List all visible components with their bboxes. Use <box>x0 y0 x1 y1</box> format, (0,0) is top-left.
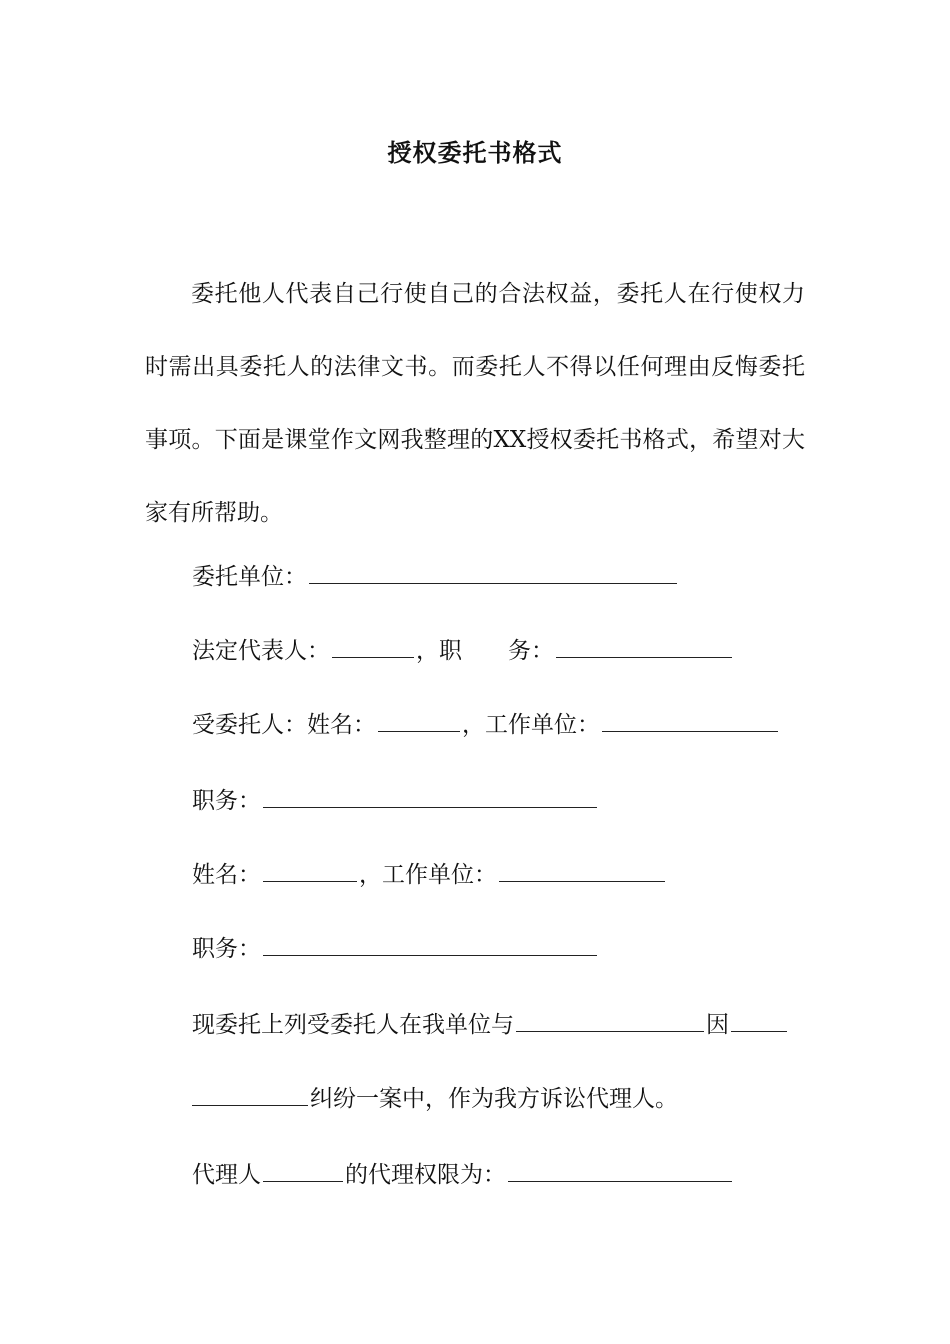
agent2-position-row <box>192 932 599 966</box>
agent2-name-label: 姓名： <box>192 862 261 888</box>
agent-name-label: 受委托人：姓名： <box>192 712 376 738</box>
intro-paragraph: 委托他人代表自己行使自己的合法权益，委托人在行使权力时需出具委托人的法律文书。而委托人不得以任何理由反悔委托事项。下面是课堂作文网我整理的XX授权委托书格式，希望对大家有所帮助。 <box>145 281 805 526</box>
agent2-position-blank[interactable] <box>263 933 597 956</box>
entrust-party-blank[interactable] <box>516 1009 704 1032</box>
agent-position-blank[interactable] <box>263 785 597 808</box>
agent-position-label: 职务： <box>192 788 261 814</box>
legal-rep-label: 法定代表人： <box>192 638 330 664</box>
entrust-row-2 <box>192 1082 678 1116</box>
authority-row <box>192 1158 734 1192</box>
authority-text-b: 的代理权限为： <box>345 1162 506 1188</box>
legal-rep-sep: ，职 <box>416 638 462 664</box>
agent-row <box>192 708 780 742</box>
entrusting-unit-label: 委托单位： <box>192 564 307 590</box>
entrusting-unit-blank[interactable] <box>309 561 677 584</box>
legal-rep-row <box>192 634 734 668</box>
agent-position-row <box>192 784 599 818</box>
entrust-cause-blank-1[interactable] <box>731 1009 787 1032</box>
authority-scope-blank[interactable] <box>508 1159 732 1182</box>
entrust-text-b: 因 <box>706 1012 729 1038</box>
entrust-text-c: 纠纷一案中，作为我方诉讼代理人。 <box>310 1086 678 1112</box>
entrust-text-a: 现委托上列受委托人在我单位与 <box>192 1012 514 1038</box>
agent2-name-blank[interactable] <box>263 859 357 882</box>
agent2-work-blank[interactable] <box>499 859 665 882</box>
agent-name-blank[interactable] <box>378 709 460 732</box>
agent2-row <box>192 858 667 892</box>
entrusting-unit-row <box>192 560 679 594</box>
legal-rep-position-blank[interactable] <box>556 635 732 658</box>
legal-rep-name-blank[interactable] <box>332 635 414 658</box>
agent-work-label: ，工作单位： <box>462 712 600 738</box>
legal-rep-position-label: 务： <box>508 638 554 664</box>
entrust-row <box>192 1008 789 1042</box>
agent-work-blank[interactable] <box>602 709 778 732</box>
authority-text-a: 代理人 <box>192 1162 261 1188</box>
authority-agent-blank[interactable] <box>263 1159 343 1182</box>
document-title: 授权委托书格式 <box>387 138 563 167</box>
agent2-work-label: ，工作单位： <box>359 862 497 888</box>
entrust-cause-blank-2[interactable] <box>192 1083 308 1106</box>
agent2-position-label: 职务： <box>192 936 261 962</box>
